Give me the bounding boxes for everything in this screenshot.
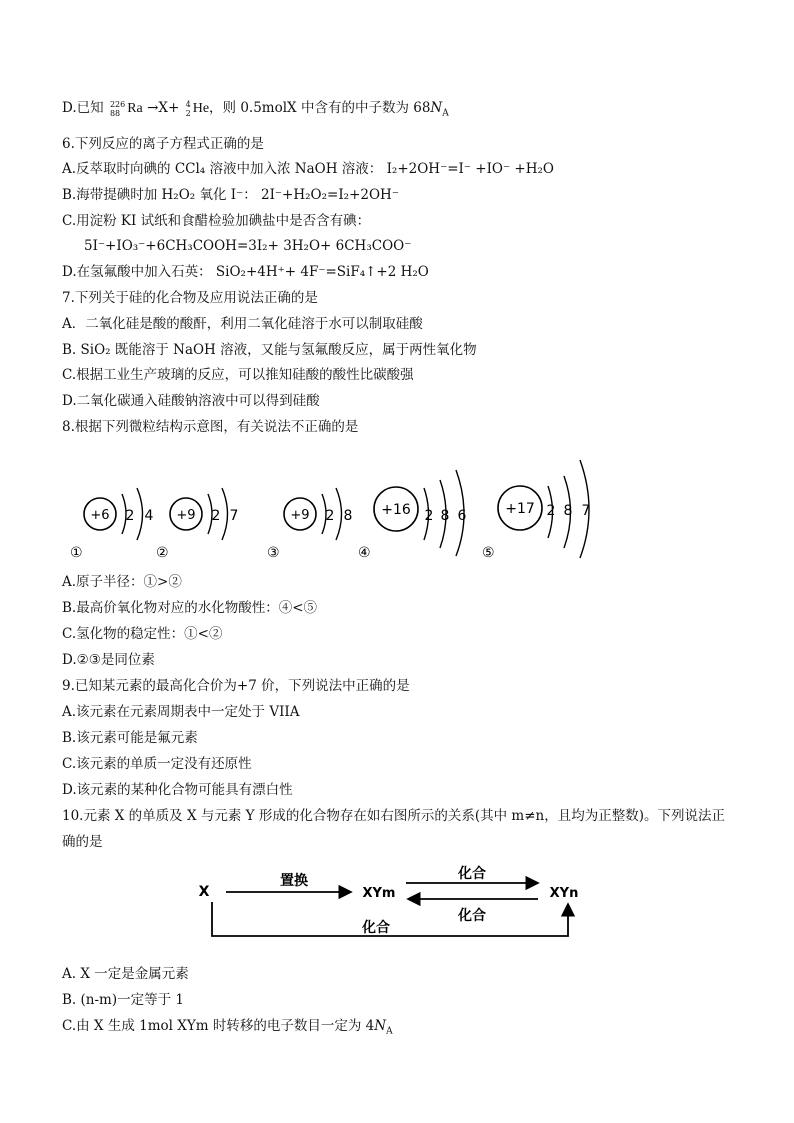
shell-electrons: 8	[343, 508, 353, 524]
replace-label: 置换	[280, 873, 308, 889]
atom-4-diagram	[358, 470, 467, 561]
ra-isotope-numbers	[110, 100, 125, 118]
atom-label: ⑤	[482, 545, 495, 561]
he-isotope-numbers	[186, 100, 191, 118]
shell-electrons: 2	[325, 508, 335, 524]
shell-electrons: 2	[424, 508, 434, 524]
shell-electrons: 2	[546, 503, 556, 519]
atom-label: ④	[358, 545, 371, 561]
shell-electrons: 7	[229, 508, 239, 524]
atom-5-diagram	[482, 460, 590, 561]
avogadro-n: N	[374, 1018, 387, 1034]
shell-electrons: 8	[563, 503, 573, 519]
q9-option-a: A.该元素在元素周期表中一定处于 VIIA	[62, 704, 300, 720]
combine-mid-label: 化合	[458, 908, 486, 924]
atom-structure-diagrams	[60, 452, 620, 564]
avogadro-sub: A	[386, 1026, 393, 1037]
x-xy-relationship-diagram	[196, 858, 596, 942]
atom-2-diagram	[156, 488, 238, 561]
combine-top-label: 化合	[458, 866, 486, 882]
he-atomic-number: 2	[185, 108, 191, 118]
q10-option-c	[62, 1017, 393, 1035]
q10-stem-line1: 10.元素 X 的单质及 X 与元素 Y 形成的化合物存在如右图所示的关系(其中 m≠n，且均为正整数)。下列说法正	[62, 808, 725, 824]
shell-electrons: 7	[581, 503, 591, 519]
q10-option-a: A. X 一定是金属元素	[62, 966, 189, 982]
atom-label: ①	[70, 545, 83, 561]
he-symbol: He	[192, 101, 210, 116]
atom-3-diagram	[267, 488, 352, 561]
node-xyn: XYn	[549, 886, 579, 901]
shell-electrons: 6	[457, 508, 467, 524]
shell-electrons: 8	[440, 508, 450, 524]
q6-option-c: C.用淀粉 KI 试纸和食醋检验加碘盐中是否含有碘：	[62, 213, 371, 229]
ra-symbol: Ra	[127, 101, 143, 116]
q6-option-d: D.在氢氟酸中加入石英： SiO₂+4H⁺+ 4F⁻=SiF₄↑+2 H₂O	[62, 264, 429, 280]
q8-option-a: A.原子半径：①>②	[62, 574, 182, 590]
q6-option-a: A.反萃取时向碘的 CCl₄ 溶液中加入浓 NaOH 溶液： I₂+2OH⁻=I⁻ +IO⁻ +H₂O	[62, 161, 554, 177]
ra-mass-number: 226	[109, 99, 126, 109]
q7-option-a: A．二氧化硅是酸的酸酐，利用二氧化硅溶于水可以制取硅酸	[62, 316, 423, 332]
q5-d-prefix: D.已知	[62, 100, 104, 116]
shell-electrons: 2	[125, 508, 135, 524]
q7-option-b: B. SiO₂ 既能溶于 NaOH 溶液，又能与氢氟酸反应，属于两性氧化物	[62, 342, 477, 358]
nucleus-charge: +6	[90, 508, 110, 523]
atom-label: ③	[267, 545, 280, 561]
q9-option-b: B.该元素可能是氟元素	[62, 730, 198, 746]
q5-option-d	[62, 99, 449, 118]
q10-stem-line2: 确的是	[62, 834, 103, 850]
q8-option-d: D.②③是同位素	[62, 652, 155, 668]
shell-electrons: 2	[211, 508, 221, 524]
q6-option-c-equation: 5I⁻+IO₃⁻+6CH₃COOH=3I₂+ 3H₂O+ 6CH₃COO⁻	[84, 238, 412, 254]
q9-option-c: C.该元素的单质一定没有还原性	[62, 756, 252, 772]
avogadro-n: N	[430, 100, 443, 116]
q7-stem: 7.下列关于硅的化合物及应用说法正确的是	[62, 290, 318, 306]
reaction-arrow: →X+	[147, 100, 180, 116]
combine-bottom-label: 化合	[362, 920, 390, 936]
q9-stem: 9.已知某元素的最高化合价为+7 价，下列说法中正确的是	[62, 678, 410, 694]
shell-electrons: 4	[144, 508, 154, 524]
node-xym: XYm	[362, 886, 396, 901]
avogadro-sub: A	[442, 108, 449, 119]
q7-option-c: C.根据工业生产玻璃的反应，可以推知硅酸的酸性比碳酸强	[62, 367, 414, 383]
combine-loop-arrow	[212, 902, 568, 936]
nucleus-charge: +16	[381, 502, 411, 518]
atom-1-diagram	[70, 488, 154, 561]
q5-d-suffix: ，则 0.5molX 中含有的中子数为 68	[209, 100, 431, 116]
q6-option-b: B.海带提碘时加 H₂O₂ 氧化 I⁻： 2I⁻+H₂O₂=I₂+2OH⁻	[62, 187, 399, 203]
q10-c-prefix: C.由 X 生成 1mol XYm 时转移的电子数目一定为 4	[62, 1018, 375, 1034]
node-x: X	[198, 884, 210, 900]
ra-atomic-number: 88	[109, 108, 121, 118]
q10-option-b: B. (n-m)一定等于 1	[62, 992, 184, 1008]
atom-label: ②	[156, 545, 169, 561]
q7-option-d: D.二氧化碳通入硅酸钠溶液中可以得到硅酸	[62, 393, 320, 409]
he-mass-number: 4	[185, 99, 191, 109]
q8-option-c: C.氢化物的稳定性：①<②	[62, 626, 223, 642]
q8-stem: 8.根据下列微粒结构示意图，有关说法不正确的是	[62, 419, 359, 435]
nucleus-charge: +9	[290, 508, 310, 523]
q9-option-d: D.该元素的某种化合物可能具有漂白性	[62, 782, 293, 798]
nucleus-charge: +17	[505, 501, 535, 517]
q6-stem: 6.下列反应的离子方程式正确的是	[62, 136, 264, 152]
q8-option-b: B.最高价氧化物对应的水化物酸性：④<⑤	[62, 600, 318, 616]
nucleus-charge: +9	[176, 508, 196, 523]
